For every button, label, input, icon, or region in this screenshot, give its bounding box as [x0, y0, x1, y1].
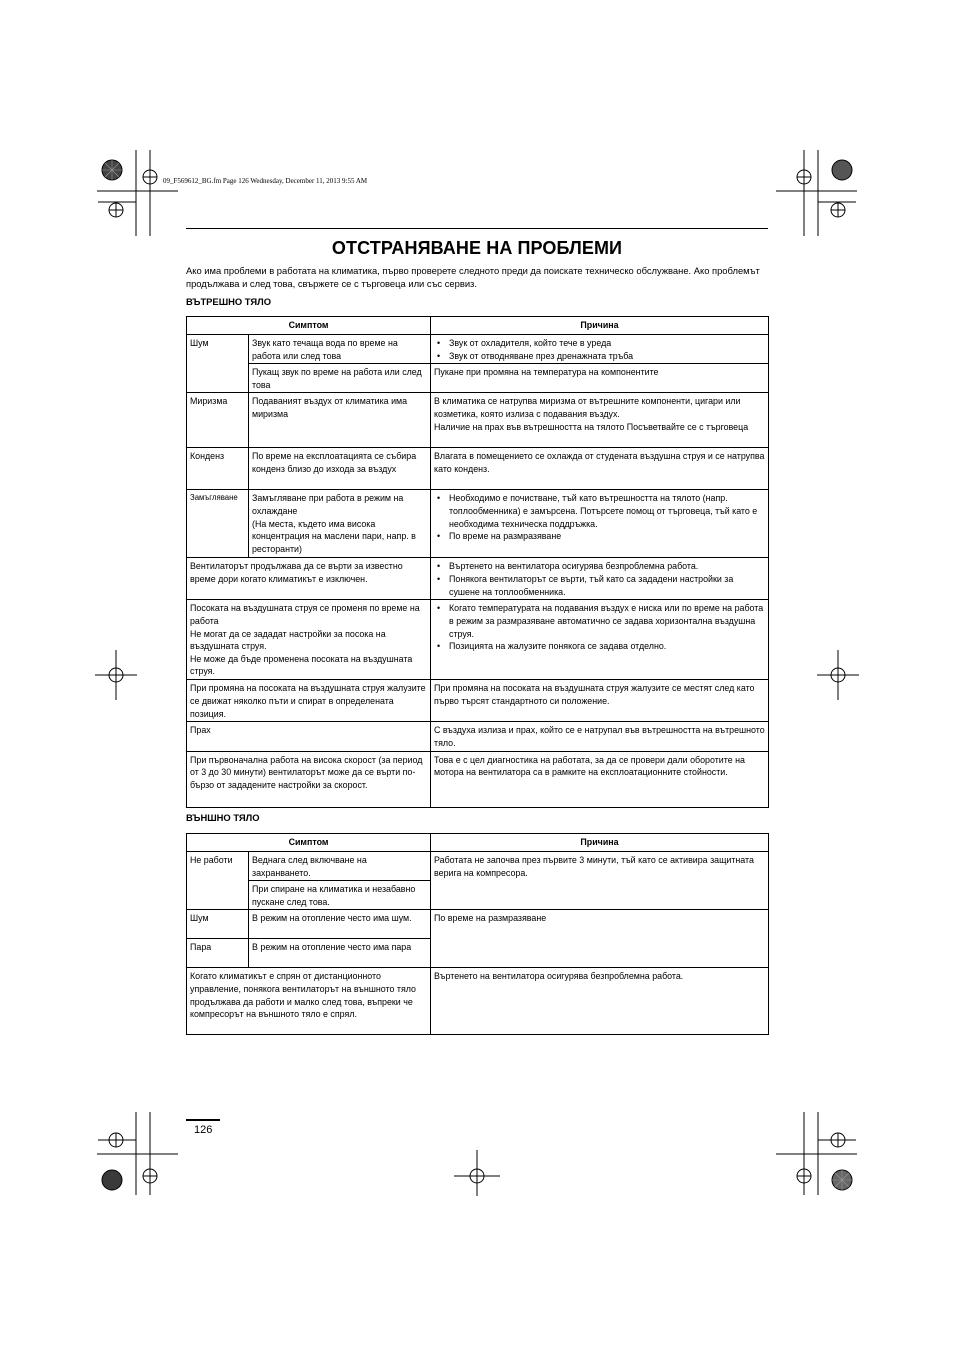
list-item: • Въртенето на вентилатора осигурява безпроблемна работа.: [434, 560, 765, 573]
symptom-cell: Когато климатикът е спрян от дистанционното управление, понякога вентилаторът на външното тяло продължава да работи и малко след това, въпреки че компресорът на външното тяло е спрял.: [187, 968, 431, 1035]
cause-cell: Това е с цел диагностика на работата, за да се провери дали оборотите на мотора на вентилатора са в рамките на експлоатационните стойности.: [431, 751, 769, 807]
column-header-cause: Причина: [431, 834, 769, 852]
table-row: [187, 558, 769, 600]
table-row: [187, 335, 769, 364]
cause-cell: [431, 600, 769, 680]
title-rule: [186, 228, 768, 229]
cause-cell: При промяна на посоката на въздушната струя жалузите се местят след като първо търсят стандартното си положение.: [431, 680, 769, 722]
list-item: • По време на размразяване: [434, 530, 765, 543]
cause-cell: С въздуха излиза и прах, който се е натрупал във вътрешността на вътрешното тяло.: [431, 722, 769, 751]
cause-cell: По време на размразяване: [431, 910, 769, 968]
page-number-rule: [186, 1119, 220, 1121]
outdoor-unit-heading: ВЪНШНО ТЯЛО: [186, 812, 260, 823]
symptom-cell: Посоката на въздушната струя се променя по време на работа Не могат да се зададат настройки за посока на въздушната струя. Не може да бъде променена посоката на въздушната струя.: [187, 600, 431, 680]
category-cell: Шум: [187, 910, 249, 939]
cause-cell: [431, 558, 769, 600]
symptom-cell: В режим на отопление често има шум.: [249, 910, 431, 939]
table-row: [187, 722, 769, 751]
category-cell: Не работи: [187, 852, 249, 910]
table-row: [187, 364, 769, 393]
cause-cell: В климатика се натрупва миризма от вътрешните компоненти, цигари или козметика, която излиза с подавания въздух. Наличие на прах във вътрешността на тялото Посъветвайте се с търговеца: [431, 393, 769, 448]
table-row: [187, 393, 769, 448]
list-item: • Звук от отводняване през дренажната тръба: [434, 350, 765, 363]
cause-cell: [431, 490, 769, 558]
table-row: [187, 910, 769, 939]
symptom-cell: Пукащ звук по време на работа или след това: [249, 364, 431, 393]
cause-cell: Работата не започва през първите 3 минути, тъй като се активира защитната верига на компресора.: [431, 852, 769, 910]
symptom-cell: При първоначална работа на висока скорост (за период от 3 до 30 минути) вентилаторът може да се върти по-бързо от зададените настройки за скорост.: [187, 751, 431, 807]
page-number: 126: [194, 1124, 213, 1136]
table-row: [187, 968, 769, 1035]
list-item: • Звук от охладителя, който тече в уреда: [434, 337, 765, 350]
outdoor-troubleshooting-table: [186, 833, 769, 1035]
symptom-cell: Замъгляване при работа в режим на охлаждане (На места, където има висока концентрация на маслени пари, напр. в ресторанти): [249, 490, 431, 558]
cause-cell: Пукане при промяна на температура на компонентите: [431, 364, 769, 393]
cause-cell: Влагата в помещението се охлажда от студената въздушна струя и се натрупва като конденз.: [431, 448, 769, 490]
category-cell: Замъгляване: [187, 490, 249, 558]
symptom-cell: Веднага след включване на захранването.: [249, 852, 431, 881]
table-row: [187, 600, 769, 680]
indoor-troubleshooting-table: [186, 316, 769, 808]
indoor-unit-heading: ВЪТРЕШНО ТЯЛО: [186, 296, 271, 307]
symptom-cell: Подаваният въздух от климатика има миризма: [249, 393, 431, 448]
cause-cell: [431, 335, 769, 364]
category-cell: Пара: [187, 939, 249, 968]
list-item: • Когато температурата на подавания въздух е ниска или по време на работа в режим за размразяване автоматично се задава хоризонтална въздушна струя.: [434, 602, 765, 640]
symptom-cell: Вентилаторът продължава да се върти за известно време дори когато климатикът е изключен.: [187, 558, 431, 600]
symptom-cell: В режим на отопление често има пара: [249, 939, 431, 968]
table-row: [187, 680, 769, 722]
symptom-cell: При спиране на климатика и незабавно пускане след това.: [249, 881, 431, 910]
list-item: • Позицията на жалузите понякога се задава отделно.: [434, 640, 765, 653]
symptom-cell: Прах: [187, 722, 431, 751]
table-header-row: [187, 317, 769, 335]
table-row: [187, 852, 769, 881]
symptom-cell: При промяна на посоката на въздушната струя жалузите се движат няколко пъти и спират в определената позиция.: [187, 680, 431, 722]
table-row: [187, 448, 769, 490]
table-row: [187, 490, 769, 558]
list-item: • Необходимо е почистване, тъй като вътрешността на тялото (напр. топлообменника) е замърсена. Потърсете помощ от търговеца, тъй като е необходима техническа поддръжка.: [434, 492, 765, 530]
list-item: • Понякога вентилаторът се върти, тъй като са зададени настройки за сушене на топлообменника.: [434, 573, 765, 598]
category-cell: Конденз: [187, 448, 249, 490]
column-header-cause: Причина: [431, 317, 769, 335]
table-header-row: [187, 834, 769, 852]
page-title: ОТСТРАНЯВАНЕ НА ПРОБЛЕМИ: [331, 238, 623, 258]
category-cell: Миризма: [187, 393, 249, 448]
symptom-cell: По време на експлоатацията се събира конденз близо до изхода за въздух: [249, 448, 431, 490]
category-cell: Шум: [187, 335, 249, 393]
symptom-cell: Звук като течаща вода по време на работа или след това: [249, 335, 431, 364]
column-header-symptom: Симптом: [187, 834, 431, 852]
column-header-symptom: Симптом: [187, 317, 431, 335]
cause-cell: Въртенето на вентилатора осигурява безпроблемна работа.: [431, 968, 769, 1035]
print-header-line: 09_F569612_BG.fm Page 126 Wednesday, December 11, 2013 9:55 AM: [163, 177, 368, 185]
intro-paragraph: Ако има проблеми в работата на климатика, първо проверете следното преди да поискате техническо обслужване. Ако проблемът продължава и след това, свържете се с търговеца или със сервиз.: [186, 265, 760, 290]
table-row: [187, 751, 769, 807]
